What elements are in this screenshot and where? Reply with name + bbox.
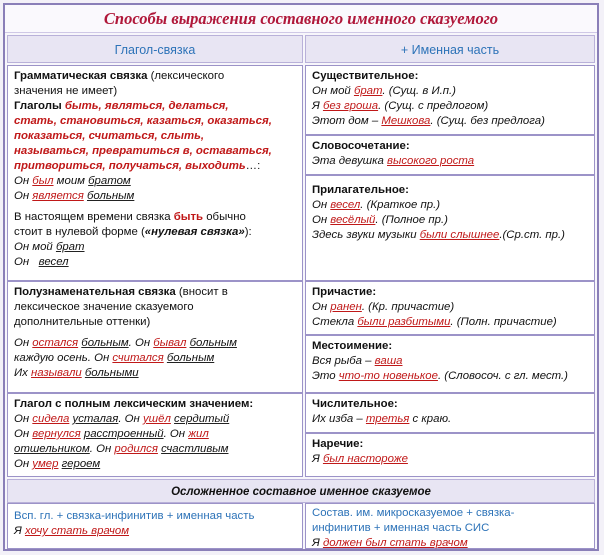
cell-noun: [305, 65, 595, 135]
cell-grammatical-link: Грамматическая связка (лексического значения не имеет) Глаголы быть, являться, делаться, стать, становиться, казаться, оказаться, показаться, считаться, слыть, называться, превратиться в, оставаться, притвориться, получаться, выходить…: Он был моим братом Он является больным В настоящем времени связка быть обычно стоит в нулевой форме («нулевая связка»): Он мой брат Он весел: [7, 65, 303, 281]
example-line: Он ранен. (Кр. причастие): [312, 301, 455, 313]
full-verb-heading: Глагол с полным лексическим значением:: [14, 398, 254, 410]
participle-heading: Причастие:: [312, 286, 377, 298]
example-line: каждую осень. Он считался больным: [14, 352, 215, 364]
noun-heading: Существительное:: [312, 70, 419, 82]
cell-adjective: [305, 175, 595, 281]
example-line: Стекла были разбитыми. (Полн. причастие): [312, 316, 557, 328]
cell-participle: [305, 281, 595, 335]
example-line: Я хочу стать врачом: [14, 525, 130, 537]
example-line: Я должен был стать врачом: [312, 537, 468, 549]
example-line: Он вернулся расстроенный. Он жил: [14, 428, 209, 440]
example-line: Здесь звуки музыки были слышнее.(Ср.ст. пр.): [312, 229, 565, 241]
cell-phrase: [305, 135, 595, 175]
cell-semi-notional-link: Полузнаменательная связка (вносит в лексическое значение сказуемого дополнительные оттенки) Он остался больным. Он бывал больным каждую осень. Он считался больным Их называли больными: [7, 281, 303, 393]
example-line: Это что-то новенькое. (Словосоч. с гл. мест.): [312, 370, 568, 382]
cell-numeral: [305, 393, 595, 433]
example-line: Эта девушка высокого роста: [312, 155, 475, 167]
example-line: Этот дом – Мешкова. (Сущ. без предлога): [312, 115, 545, 127]
example-line: Я без гроша. (Сущ. с предлогом): [312, 100, 489, 112]
numeral-heading: Числительное:: [312, 398, 398, 410]
phrase-heading: Словосочетание:: [312, 140, 410, 152]
example-line: Он сидела усталая. Он ушёл сердитый: [14, 413, 230, 425]
example-line: Он умер героем: [14, 458, 101, 470]
example-line: Их изба – третья с краю.: [312, 413, 452, 425]
example-line: Вся рыба – ваша: [312, 355, 403, 367]
cell-complicated-left: [7, 503, 303, 549]
scheme-frame: [3, 3, 599, 551]
grammatical-heading: Грамматическая связка: [14, 70, 148, 82]
example-line: Он остался больным. Он бывал больным: [14, 337, 237, 349]
example-line: Он весел: [14, 256, 69, 268]
page-title: Способы выражения составного именного сказуемого: [5, 5, 597, 33]
cell-adverb: [305, 433, 595, 477]
example-line: Он был моим братом: [14, 175, 131, 187]
semi-heading: Полузнаменательная связка: [14, 286, 176, 298]
example-line: Он мой брат: [14, 241, 85, 253]
example-line: Он весёлый. (Полное пр.): [312, 214, 448, 226]
adjective-heading: Прилагательное:: [312, 184, 409, 196]
cell-full-meaning-verb: [7, 393, 303, 477]
pronoun-heading: Местоимение:: [312, 340, 393, 352]
example-line: Их называли больными: [14, 367, 139, 379]
header-right: + Именная часть: [305, 35, 595, 63]
example-line: Я был настороже: [312, 453, 408, 465]
example-line: Он мой брат. (Сущ. в И.п.): [312, 85, 456, 97]
complicated-right-formula: Состав. им. микросказуемое + связка-: [312, 507, 515, 519]
example-line: Он является больным: [14, 190, 135, 202]
complicated-left-formula: Всп. гл. + связка-инфинитив + именная часть: [14, 510, 255, 522]
complicated-predicate-band: Осложненное составное именное сказуемое: [7, 479, 595, 503]
example-line: Он весел. (Краткое пр.): [312, 199, 441, 211]
cell-pronoun: [305, 335, 595, 393]
adverb-heading: Наречие:: [312, 438, 364, 450]
header-left: Глагол-связка: [7, 35, 303, 63]
example-line: отшельником. Он родился счастливым: [14, 443, 229, 455]
cell-complicated-right: Состав. им. микросказуемое + связка- инфинитив + именная часть СИС Я должен был стать врачом: [305, 503, 595, 549]
